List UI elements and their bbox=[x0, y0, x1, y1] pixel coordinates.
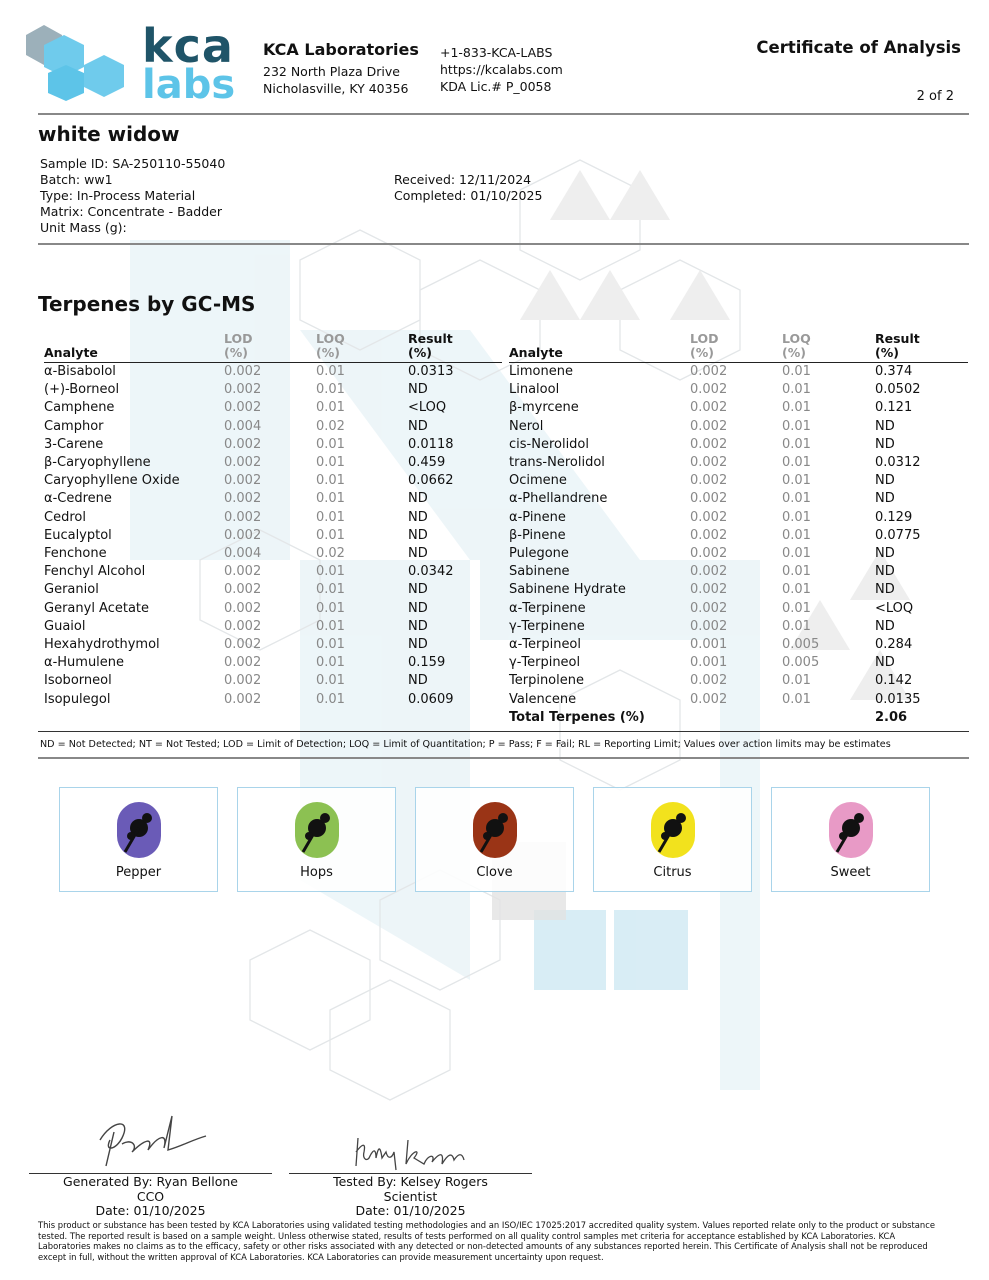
lod-cell: 0.002 bbox=[690, 382, 728, 398]
result-cell: ND bbox=[408, 673, 428, 689]
sample-details bbox=[40, 156, 225, 236]
sample-id: Sample ID: SA-250110-55040 bbox=[40, 156, 226, 171]
table-row bbox=[509, 636, 968, 654]
loq-cell: 0.01 bbox=[316, 691, 345, 707]
result-cell: <LOQ bbox=[408, 400, 447, 416]
table-row bbox=[509, 399, 968, 417]
lod-cell: 0.002 bbox=[224, 491, 262, 507]
sample-dates bbox=[394, 172, 542, 204]
table-row bbox=[44, 600, 502, 618]
lab-name: KCA Laboratories bbox=[263, 40, 419, 59]
aroma-label: Citrus bbox=[653, 865, 692, 880]
analyte-cell: Sabinene bbox=[509, 564, 570, 580]
total-value: 2.06 bbox=[875, 709, 908, 725]
loq-header: LOQ (%) bbox=[316, 332, 408, 363]
loq-cell: 0.01 bbox=[782, 491, 811, 507]
result-cell: ND bbox=[875, 582, 895, 598]
analyte-cell: Linalool bbox=[509, 382, 560, 398]
aroma-card-hops bbox=[237, 787, 396, 892]
table-row bbox=[509, 472, 968, 490]
document-title: Certificate of Analysis bbox=[756, 38, 961, 57]
loq-cell: 0.01 bbox=[316, 618, 345, 634]
loq-cell: 0.01 bbox=[782, 455, 811, 471]
analyte-header: Analyte bbox=[44, 332, 224, 363]
table-row bbox=[44, 454, 502, 472]
signature-kelsey-rogers bbox=[352, 1130, 472, 1175]
table-row bbox=[44, 545, 502, 563]
section-title: Terpenes by GC-MS bbox=[38, 292, 256, 316]
result-cell: ND bbox=[408, 637, 428, 653]
aroma-card-pepper bbox=[59, 787, 218, 892]
result-cell: ND bbox=[408, 582, 428, 598]
lod-cell: 0.002 bbox=[690, 400, 728, 416]
cube-logo-icon bbox=[26, 25, 128, 105]
lod-cell: 0.002 bbox=[690, 564, 728, 580]
loq-cell: 0.02 bbox=[316, 546, 345, 562]
lod-cell: 0.002 bbox=[224, 364, 262, 379]
result-cell: ND bbox=[408, 600, 428, 616]
result-cell: 0.0342 bbox=[408, 564, 454, 580]
analyte-cell: (+)-Borneol bbox=[44, 382, 120, 398]
loq-cell: 0.005 bbox=[782, 655, 820, 671]
lod-cell: 0.002 bbox=[224, 527, 262, 543]
table-row bbox=[44, 381, 502, 399]
lod-cell: 0.002 bbox=[690, 491, 728, 507]
result-cell: <LOQ bbox=[875, 600, 914, 616]
table-row bbox=[509, 600, 968, 618]
analyte-cell: β-Pinene bbox=[509, 527, 566, 543]
analyte-cell: Camphene bbox=[44, 400, 115, 416]
lod-cell: 0.004 bbox=[224, 418, 262, 434]
lod-cell: 0.002 bbox=[224, 509, 262, 525]
table-row bbox=[44, 436, 502, 454]
result-cell: 0.0312 bbox=[875, 455, 921, 471]
lod-cell: 0.002 bbox=[224, 473, 262, 489]
lab-address-2: Nicholasville, KY 40356 bbox=[263, 81, 409, 96]
loq-cell: 0.01 bbox=[782, 546, 811, 562]
lod-cell: 0.001 bbox=[690, 637, 728, 653]
lod-cell: 0.002 bbox=[690, 582, 728, 598]
analyte-cell: Ocimene bbox=[509, 473, 567, 489]
analyte-cell: cis-Nerolidol bbox=[509, 436, 589, 452]
lod-cell: 0.002 bbox=[224, 564, 262, 580]
result-cell: 0.0135 bbox=[875, 691, 921, 707]
tested-role: Scientist bbox=[383, 1188, 438, 1204]
loq-cell: 0.01 bbox=[316, 600, 345, 616]
total-label: Total Terpenes (%) bbox=[509, 709, 645, 725]
loq-cell: 0.01 bbox=[782, 436, 811, 452]
table-row bbox=[509, 490, 968, 508]
table-row bbox=[509, 545, 968, 563]
analyte-cell: Caryophyllene Oxide bbox=[44, 473, 180, 489]
table-row bbox=[509, 363, 968, 382]
analyte-cell: β-Caryophyllene bbox=[44, 455, 151, 471]
loq-cell: 0.01 bbox=[782, 564, 811, 580]
lab-phone: +1-833-KCA-LABS bbox=[440, 45, 553, 60]
aroma-label: Hops bbox=[300, 865, 333, 880]
lod-cell: 0.002 bbox=[224, 382, 262, 398]
lab-address-1: 232 North Plaza Drive bbox=[263, 64, 400, 79]
sample-batch: Batch: ww1 bbox=[40, 172, 113, 187]
analyte-header: Analyte bbox=[509, 332, 690, 363]
received-date: Received: 12/11/2024 bbox=[394, 172, 532, 187]
analyte-cell: α-Humulene bbox=[44, 655, 125, 671]
result-cell: ND bbox=[875, 546, 895, 562]
loq-cell: 0.01 bbox=[782, 673, 811, 689]
analyte-cell: γ-Terpinene bbox=[509, 618, 585, 634]
lod-cell: 0.002 bbox=[224, 691, 262, 707]
lod-cell: 0.002 bbox=[224, 455, 262, 471]
result-cell: 0.159 bbox=[408, 655, 446, 671]
tested-date: Date: 01/10/2025 bbox=[355, 1203, 466, 1218]
loq-cell: 0.01 bbox=[782, 364, 811, 379]
table-row bbox=[509, 418, 968, 436]
lod-cell: 0.002 bbox=[224, 400, 262, 416]
clove-icon bbox=[473, 802, 517, 858]
analyte-cell: α-Bisabolol bbox=[44, 364, 116, 379]
table-row bbox=[509, 672, 968, 690]
loq-cell: 0.01 bbox=[782, 691, 811, 707]
analyte-cell: Nerol bbox=[509, 418, 544, 434]
result-cell: 0.0662 bbox=[408, 473, 454, 489]
loq-cell: 0.01 bbox=[316, 527, 345, 543]
page-number: 2 of 2 bbox=[916, 89, 954, 104]
analyte-cell: Isoborneol bbox=[44, 673, 112, 689]
loq-cell: 0.01 bbox=[316, 491, 345, 507]
lod-cell: 0.002 bbox=[224, 655, 262, 671]
disclaimer-text: This product or substance has been tested by KCA Laboratories using validated testing methodologies and an ISO/IEC 17025:2017 accredited quality system. Values reported relate only to the product or substance tested. The reported result is based on a sample weight. Unless otherwise stated, results of tests performed on all quality control samples met criteria for acceptance established by KCA Laboratories. KCA Laboratories makes no claims as to the efficacy, safety or other risks associated with any detected or non-detected amounts of any substances reported herein. This Certificate of Analysis shall not be reproduced except in full, without the written approval of KCA Laboratories. KCA Laboratories can provide measurement uncertainty upon request. bbox=[38, 1220, 935, 1262]
result-header: Result (%) bbox=[875, 332, 968, 363]
aroma-card-sweet bbox=[771, 787, 930, 892]
lod-cell: 0.002 bbox=[690, 673, 728, 689]
aroma-card-clove bbox=[415, 787, 574, 892]
result-cell: 0.0502 bbox=[875, 382, 921, 398]
table-row bbox=[44, 509, 502, 527]
table-row bbox=[44, 672, 502, 690]
aroma-label: Sweet bbox=[830, 865, 871, 880]
table-row bbox=[509, 581, 968, 599]
analyte-cell: α-Terpineol bbox=[509, 637, 582, 653]
lod-cell: 0.002 bbox=[224, 618, 262, 634]
analyte-cell: Fenchyl Alcohol bbox=[44, 564, 146, 580]
footnote-divider bbox=[38, 757, 969, 759]
terpenes-table-right bbox=[509, 332, 968, 727]
result-cell: ND bbox=[875, 655, 895, 671]
loq-cell: 0.01 bbox=[782, 527, 811, 543]
table-row bbox=[44, 581, 502, 599]
sample-matrix: Matrix: Concentrate - Badder bbox=[40, 204, 223, 219]
analyte-cell: Cedrol bbox=[44, 509, 86, 525]
result-cell: 0.0118 bbox=[408, 436, 454, 452]
table-row bbox=[509, 691, 968, 709]
lod-header: LOD (%) bbox=[224, 332, 316, 363]
loq-cell: 0.01 bbox=[782, 400, 811, 416]
table-row bbox=[44, 490, 502, 508]
citrus-icon bbox=[651, 802, 695, 858]
result-cell: 0.459 bbox=[408, 455, 446, 471]
terpenes-table-left bbox=[44, 332, 502, 709]
sample-divider bbox=[38, 243, 969, 245]
analyte-cell: α-Phellandrene bbox=[509, 491, 608, 507]
lod-cell: 0.002 bbox=[690, 546, 728, 562]
kca-logo bbox=[26, 19, 236, 108]
table-row bbox=[509, 618, 968, 636]
lod-cell: 0.002 bbox=[690, 527, 728, 543]
analyte-cell: β-myrcene bbox=[509, 400, 579, 416]
pepper-icon bbox=[117, 802, 161, 858]
lod-cell: 0.002 bbox=[224, 436, 262, 452]
table-row bbox=[44, 363, 502, 382]
lod-cell: 0.002 bbox=[690, 618, 728, 634]
lab-license: KDA Lic.# P_0058 bbox=[440, 79, 552, 94]
loq-cell: 0.01 bbox=[782, 600, 811, 616]
table-header-row bbox=[509, 332, 968, 363]
result-cell: ND bbox=[408, 418, 428, 434]
loq-cell: 0.01 bbox=[316, 564, 345, 580]
loq-cell: 0.01 bbox=[316, 509, 345, 525]
table-row bbox=[44, 418, 502, 436]
result-header: Result (%) bbox=[408, 332, 502, 363]
loq-cell: 0.01 bbox=[316, 673, 345, 689]
table-row bbox=[509, 381, 968, 399]
analyte-cell: α-Pinene bbox=[509, 509, 566, 525]
table-row bbox=[44, 527, 502, 545]
lod-cell: 0.002 bbox=[690, 436, 728, 452]
result-cell: ND bbox=[875, 473, 895, 489]
table-row bbox=[509, 654, 968, 672]
loq-cell: 0.01 bbox=[316, 364, 345, 379]
table-row bbox=[509, 563, 968, 581]
loq-cell: 0.01 bbox=[316, 436, 345, 452]
sample-unit-mass: Unit Mass (g): bbox=[40, 220, 127, 235]
loq-cell: 0.01 bbox=[316, 455, 345, 471]
analyte-cell: Eucalyptol bbox=[44, 527, 112, 543]
analyte-cell: Pulegone bbox=[509, 546, 569, 562]
result-cell: ND bbox=[875, 618, 895, 634]
analyte-cell: Isopulegol bbox=[44, 691, 111, 707]
lod-cell: 0.002 bbox=[690, 455, 728, 471]
result-cell: 0.142 bbox=[875, 673, 913, 689]
generated-date: Date: 01/10/2025 bbox=[95, 1203, 206, 1218]
lod-header: LOD (%) bbox=[690, 332, 782, 363]
result-cell: ND bbox=[408, 491, 428, 507]
analyte-cell: Sabinene Hydrate bbox=[509, 582, 626, 598]
lab-info bbox=[263, 40, 419, 97]
analyte-cell: Limonene bbox=[509, 364, 573, 379]
result-cell: 0.129 bbox=[875, 509, 913, 525]
table-row bbox=[509, 436, 968, 454]
loq-cell: 0.005 bbox=[782, 637, 820, 653]
result-cell: ND bbox=[408, 546, 428, 562]
result-cell: ND bbox=[408, 382, 428, 398]
loq-cell: 0.01 bbox=[782, 418, 811, 434]
result-cell: ND bbox=[875, 564, 895, 580]
signature-ryan-bellone bbox=[92, 1110, 212, 1172]
table-row bbox=[44, 563, 502, 581]
loq-cell: 0.01 bbox=[782, 382, 811, 398]
analyte-cell: Guaiol bbox=[44, 618, 86, 634]
result-cell: 0.284 bbox=[875, 637, 913, 653]
sweet-icon bbox=[829, 802, 873, 858]
table-row bbox=[44, 618, 502, 636]
result-cell: 0.374 bbox=[875, 364, 913, 379]
loq-cell: 0.01 bbox=[316, 582, 345, 598]
loq-cell: 0.01 bbox=[782, 509, 811, 525]
lod-cell: 0.002 bbox=[224, 637, 262, 653]
analyte-cell: 3-Carene bbox=[44, 436, 104, 452]
lod-cell: 0.002 bbox=[690, 691, 728, 707]
lod-cell: 0.002 bbox=[690, 509, 728, 525]
tested-by-block bbox=[289, 1175, 532, 1219]
lod-cell: 0.002 bbox=[690, 364, 728, 379]
aroma-label: Clove bbox=[476, 865, 513, 880]
loq-cell: 0.01 bbox=[782, 582, 811, 598]
table-row bbox=[509, 454, 968, 472]
loq-cell: 0.01 bbox=[782, 618, 811, 634]
table-row bbox=[44, 399, 502, 417]
loq-header: LOQ (%) bbox=[782, 332, 875, 363]
loq-cell: 0.01 bbox=[316, 473, 345, 489]
result-cell: ND bbox=[875, 491, 895, 507]
loq-cell: 0.02 bbox=[316, 418, 345, 434]
table-row bbox=[44, 654, 502, 672]
lod-cell: 0.002 bbox=[690, 600, 728, 616]
loq-cell: 0.01 bbox=[316, 382, 345, 398]
generated-role: CCO bbox=[136, 1188, 165, 1204]
hops-icon bbox=[295, 802, 339, 858]
result-cell: ND bbox=[408, 509, 428, 525]
generated-by-block bbox=[29, 1175, 272, 1219]
table-bottom-divider bbox=[38, 731, 969, 732]
result-cell: 0.121 bbox=[875, 400, 913, 416]
completed-date: Completed: 01/10/2025 bbox=[394, 188, 543, 203]
result-cell: ND bbox=[408, 618, 428, 634]
result-cell: ND bbox=[875, 418, 895, 434]
header-divider bbox=[38, 113, 969, 115]
table-row bbox=[44, 636, 502, 654]
loq-cell: 0.01 bbox=[782, 473, 811, 489]
analyte-cell: Hexahydrothymol bbox=[44, 637, 160, 653]
result-cell: ND bbox=[875, 436, 895, 452]
aroma-card-citrus bbox=[593, 787, 752, 892]
analyte-cell: trans-Nerolidol bbox=[509, 455, 605, 471]
analyte-cell: γ-Terpineol bbox=[509, 655, 581, 671]
total-terpenes-row bbox=[509, 709, 968, 727]
lod-cell: 0.002 bbox=[690, 473, 728, 489]
sample-name: white widow bbox=[38, 122, 180, 146]
table-row bbox=[509, 527, 968, 545]
analyte-cell: Terpinolene bbox=[509, 673, 584, 689]
logo-kca-text: kca bbox=[142, 19, 234, 73]
analyte-cell: α-Cedrene bbox=[44, 491, 112, 507]
analyte-cell: Geranyl Acetate bbox=[44, 600, 150, 616]
tested-by: Tested By: Kelsey Rogers bbox=[333, 1174, 488, 1189]
result-cell: 0.0775 bbox=[875, 527, 921, 543]
lod-cell: 0.001 bbox=[690, 655, 728, 671]
lab-website[interactable]: https://kcalabs.com bbox=[440, 62, 563, 77]
lod-cell: 0.002 bbox=[224, 582, 262, 598]
aroma-label: Pepper bbox=[115, 865, 162, 880]
analyte-cell: Valencene bbox=[509, 691, 577, 707]
lab-contact bbox=[440, 44, 563, 95]
table-row bbox=[44, 472, 502, 490]
generated-by: Generated By: Ryan Bellone bbox=[63, 1174, 238, 1189]
analyte-cell: α-Terpinene bbox=[509, 600, 586, 616]
abbreviations-footnote: ND = Not Detected; NT = Not Tested; LOD = Limit of Detection; LOQ = Limit of Quantitation; P = Pass; F = Fail; RL = Reporting Limit; Values over action limits may be estimates bbox=[40, 739, 891, 750]
table-header-row bbox=[44, 332, 502, 363]
analyte-cell: Fenchone bbox=[44, 546, 107, 562]
loq-cell: 0.01 bbox=[316, 637, 345, 653]
loq-cell: 0.01 bbox=[316, 400, 345, 416]
sample-type: Type: In-Process Material bbox=[40, 188, 196, 203]
loq-cell: 0.01 bbox=[316, 655, 345, 671]
result-cell: 0.0313 bbox=[408, 364, 454, 379]
result-cell: 0.0609 bbox=[408, 691, 454, 707]
logo-labs-text: labs bbox=[142, 62, 236, 108]
lod-cell: 0.004 bbox=[224, 546, 262, 562]
table-row bbox=[509, 509, 968, 527]
result-cell: ND bbox=[408, 527, 428, 543]
analyte-cell: Camphor bbox=[44, 418, 104, 434]
lod-cell: 0.002 bbox=[224, 673, 262, 689]
lod-cell: 0.002 bbox=[224, 600, 262, 616]
lod-cell: 0.002 bbox=[690, 418, 728, 434]
analyte-cell: Geraniol bbox=[44, 582, 99, 598]
table-row bbox=[44, 691, 502, 709]
